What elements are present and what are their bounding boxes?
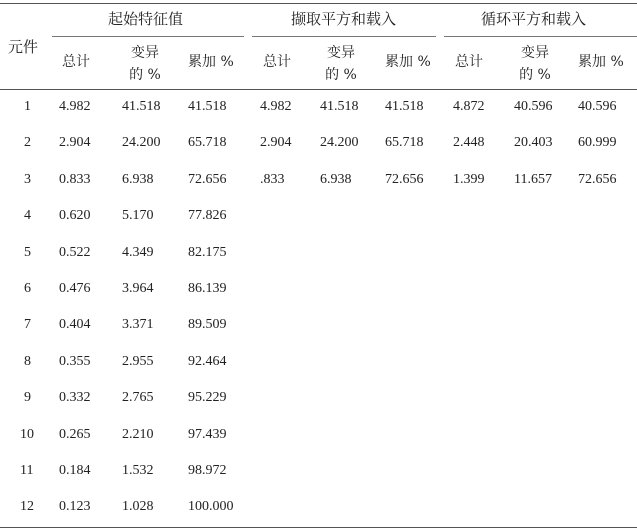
header-bottom-rule <box>0 89 637 90</box>
table-cell: 2.765 <box>122 390 154 405</box>
component-number: 1 <box>24 99 31 114</box>
table-cell: 6.938 <box>122 172 154 187</box>
subhead-variance-line2: 的 % <box>519 67 551 83</box>
table-cell: 65.718 <box>188 135 227 150</box>
table-cell: 0.404 <box>59 317 91 332</box>
table-cell: 41.518 <box>385 99 424 114</box>
table-cell: 4.349 <box>122 245 154 260</box>
top-rule <box>0 3 637 4</box>
table-cell: 20.403 <box>514 135 553 150</box>
table-cell: 41.518 <box>320 99 359 114</box>
group-rule-extraction <box>252 36 436 37</box>
subhead-variance <box>316 42 366 86</box>
table-cell: 72.656 <box>188 172 227 187</box>
table-cell: 100.000 <box>188 499 234 514</box>
table-cell: 82.175 <box>188 245 227 260</box>
table-cell: 1.028 <box>122 499 154 514</box>
table-cell: 86.139 <box>188 281 227 296</box>
table-cell: 3.964 <box>122 281 154 296</box>
table-cell: 4.872 <box>453 99 485 114</box>
table-cell: 0.522 <box>59 245 91 260</box>
table-cell: 0.332 <box>59 390 91 405</box>
component-number: 3 <box>24 172 31 187</box>
row-header-component: 元件 <box>8 38 39 56</box>
subhead-variance-line2: 的 % <box>325 67 357 83</box>
subhead-variance-line1: 变异 <box>327 45 355 61</box>
table-cell: 4.982 <box>59 99 91 114</box>
component-number: 5 <box>24 245 31 260</box>
component-number: 11 <box>20 463 34 478</box>
table-cell: 0.355 <box>59 354 91 369</box>
table-cell: 65.718 <box>385 135 424 150</box>
component-number: 4 <box>24 208 31 223</box>
table-cell: 40.596 <box>514 99 553 114</box>
table-cell: 3.371 <box>122 317 154 332</box>
group-title-extraction: 撷取平方和载入 <box>291 10 397 28</box>
subhead-variance-line1: 变异 <box>521 45 549 61</box>
table-cell: 11.657 <box>514 172 552 187</box>
table-cell: 72.656 <box>578 172 617 187</box>
subhead-variance-line2: 的 % <box>129 67 161 83</box>
table-cell: 2.210 <box>122 427 154 442</box>
table-cell: 2.904 <box>59 135 91 150</box>
subhead-cumulative: 累加 % <box>188 54 234 70</box>
subhead-total: 总计 <box>62 54 90 70</box>
table-cell: 0.265 <box>59 427 91 442</box>
table-cell: 0.476 <box>59 281 91 296</box>
table-cell: 1.532 <box>122 463 154 478</box>
table-cell: 89.509 <box>188 317 227 332</box>
bottom-rule <box>0 527 637 528</box>
subhead-cumulative: 累加 % <box>578 54 624 70</box>
component-number: 7 <box>24 317 31 332</box>
component-number: 12 <box>20 499 34 514</box>
table-cell: 72.656 <box>385 172 424 187</box>
table-cell: 5.170 <box>122 208 154 223</box>
group-rule-initial <box>52 36 244 37</box>
component-number: 9 <box>24 390 31 405</box>
subhead-variance-line1: 变异 <box>131 45 159 61</box>
component-number: 10 <box>20 427 34 442</box>
table-cell: 41.518 <box>188 99 227 114</box>
table-cell: 95.229 <box>188 390 227 405</box>
table-cell: 0.123 <box>59 499 91 514</box>
group-title-initial: 起始特征值 <box>108 10 184 28</box>
table-cell: 97.439 <box>188 427 227 442</box>
table-cell: 98.972 <box>188 463 227 478</box>
table-cell: 0.184 <box>59 463 91 478</box>
subhead-variance <box>120 42 170 86</box>
subhead-total: 总计 <box>455 54 483 70</box>
table-cell: 6.938 <box>320 172 352 187</box>
table-cell: 2.955 <box>122 354 154 369</box>
subhead-total: 总计 <box>263 54 291 70</box>
table-cell: 2.448 <box>453 135 485 150</box>
table-cell: 4.982 <box>260 99 292 114</box>
group-title-rotation: 循环平方和载入 <box>481 10 587 28</box>
component-number: 6 <box>24 281 31 296</box>
table-cell: 24.200 <box>122 135 161 150</box>
table-cell: 41.518 <box>122 99 161 114</box>
table-cell: 24.200 <box>320 135 359 150</box>
subhead-cumulative: 累加 % <box>385 54 431 70</box>
table-cell: 1.399 <box>453 172 485 187</box>
table-cell: .833 <box>260 172 285 187</box>
table-cell: 2.904 <box>260 135 292 150</box>
table-cell: 77.826 <box>188 208 227 223</box>
table-cell: 40.596 <box>578 99 617 114</box>
table-cell: 92.464 <box>188 354 227 369</box>
group-rule-rotation <box>444 36 637 37</box>
subhead-variance <box>510 42 560 86</box>
table-cell: 0.833 <box>59 172 91 187</box>
component-number: 8 <box>24 354 31 369</box>
table-cell: 60.999 <box>578 135 617 150</box>
table-cell: 0.620 <box>59 208 91 223</box>
component-number: 2 <box>24 135 31 150</box>
